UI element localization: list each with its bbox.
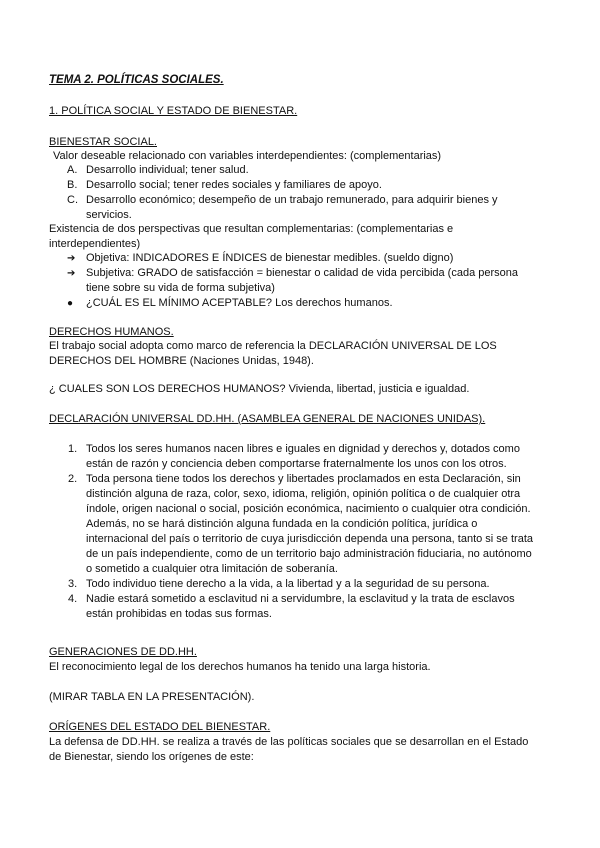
document-title: TEMA 2. POLÍTICAS SOCIALES. <box>49 74 224 86</box>
list-item-text: ¿CUÁL ES EL MÍNIMO ACEPTABLE? Los derechos humanos. <box>86 297 393 309</box>
list-marker: 4. <box>68 593 78 605</box>
perspectives-intro: Existencia de dos perspectivas que resultan complementarias: (complementarias e interdependientes) <box>49 223 454 250</box>
bienestar-list <box>49 163 540 223</box>
declaracion-list <box>49 442 540 622</box>
derechos-text: El trabajo social adopta como marco de referencia la DECLARACIÓN UNIVERSAL DE LOS DERECHOS DEL HOMBRE (Naciones Unidas, 1948). <box>49 340 497 367</box>
list-item <box>49 266 540 296</box>
list-item-text: Todo individuo tiene derecho a la vida, a la libertad y a la seguridad de su persona. <box>86 578 490 590</box>
bienestar-intro: Valor deseable relacionado con variables interdependientes: (complementarias) <box>53 150 442 162</box>
section-heading: 1. POLÍTICA SOCIAL Y ESTADO DE BIENESTAR. <box>49 105 298 117</box>
declaracion-heading: DECLARACIÓN UNIVERSAL DD.HH. (ASAMBLEA GENERAL DE NACIONES UNIDAS). <box>49 413 486 425</box>
list-item-text: Nadie estará sometido a esclavitud ni a servidumbre, la esclavitud y la trata de esclavos están prohibidas en todas sus formas. <box>86 593 515 620</box>
perspectives-list <box>49 251 540 311</box>
list-item-text: Toda persona tiene todos los derechos y libertades proclamados en esta Declaración, sin distinción alguna de raza, color, sexo, idioma, religión, opinión política o de cualquier otra índole, origen nacional o social, posición económica, nacimiento o cualquier otra condición. Además, no se hará distinción alguna fundada en la condición política, jurídica o internacional del país o territorio de cuya jurisdicción dependa una persona, tanto si se trata de un país independiente, como de un territorio bajo administración fiduciaria, no autónomo o sometido a cualquier otra limitación de soberanía. <box>86 473 533 575</box>
list-item <box>49 472 540 577</box>
list-item-text: Subjetiva: GRADO de satisfacción = bienestar o calidad de vida percibida (cada persona tiene sobre su vida de forma subjetiva) <box>86 267 518 294</box>
list-item-text: Objetiva: INDICADORES E ÍNDICES de bienestar medibles. (sueldo digno) <box>86 252 454 264</box>
list-item-text: Desarrollo social; tener redes sociales y familiares de apoyo. <box>86 179 382 191</box>
bullet-icon: ● <box>67 298 74 309</box>
arrow-icon: ➔ <box>67 253 76 264</box>
list-item-text: Desarrollo económico; desempeño de un trabajo remunerado, para adquirir bienes y servicios. <box>86 194 498 221</box>
bienestar-heading: BIENESTAR SOCIAL. <box>49 136 157 148</box>
list-marker: A. <box>67 164 78 176</box>
generaciones-heading: GENERACIONES DE DD.HH. <box>49 646 197 658</box>
list-item <box>49 251 540 266</box>
list-marker: B. <box>67 179 78 191</box>
derechos-heading: DERECHOS HUMANOS. <box>49 326 174 338</box>
list-item-text: Todos los seres humanos nacen libres e iguales en dignidad y derechos y, dotados como están de razón y conciencia deben comportarse fraternalmente los unos con los otros. <box>86 443 520 470</box>
origenes-heading: ORÍGENES DEL ESTADO DEL BIENESTAR. <box>49 721 271 733</box>
list-item <box>49 442 540 472</box>
list-marker: 2. <box>68 473 78 485</box>
list-item <box>49 163 540 178</box>
list-marker: 3. <box>68 578 78 590</box>
list-item <box>49 193 540 223</box>
list-item-text: Desarrollo individual; tener salud. <box>86 164 249 176</box>
generaciones-text: El reconocimiento legal de los derechos humanos ha tenido una larga historia. <box>49 661 431 673</box>
list-item <box>49 296 540 311</box>
list-marker: C. <box>67 194 78 206</box>
derechos-question: ¿ CUALES SON LOS DERECHOS HUMANOS? Vivienda, libertad, justicia e igualdad. <box>49 383 470 395</box>
generaciones-note: (MIRAR TABLA EN LA PRESENTACIÓN). <box>49 691 255 703</box>
arrow-icon: ➔ <box>67 268 76 279</box>
list-item <box>49 592 540 622</box>
list-marker: 1. <box>68 443 78 455</box>
list-item <box>49 577 540 592</box>
origenes-text: La defensa de DD.HH. se realiza a través de las políticas sociales que se desarrollan en el Estado de Bienestar, siendo los orígenes de este: <box>49 736 529 763</box>
list-item <box>49 178 540 193</box>
